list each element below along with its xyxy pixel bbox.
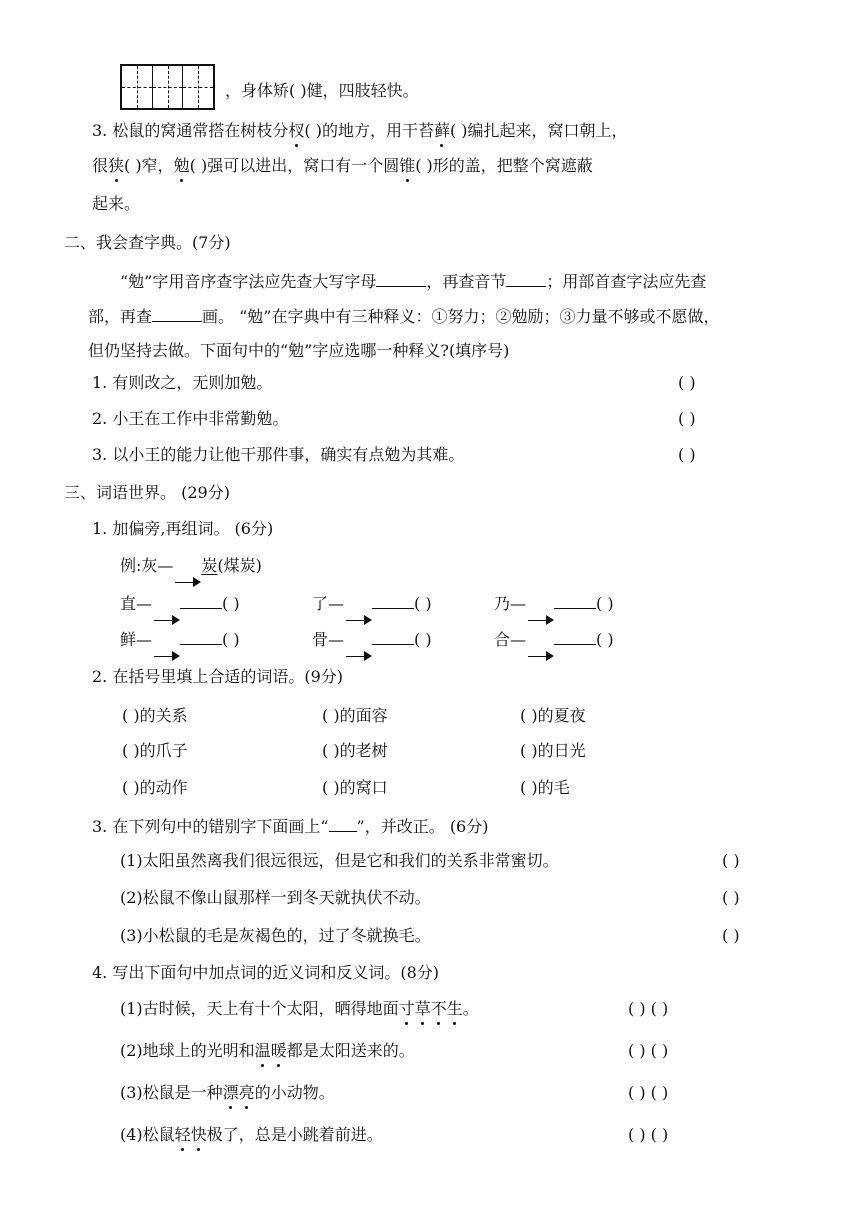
answer-blank[interactable] [180, 592, 222, 609]
q2-cell[interactable]: ( )的窝口 [322, 778, 388, 797]
q3-item: (3)小松鼠的毛是灰褐色的，过了冬就换毛。 [120, 926, 431, 945]
q3-item: (1)太阳虽然离我们很远很远，但是它和我们的关系非常蜜切。 [120, 851, 559, 870]
q2-cell[interactable]: ( )的面容 [322, 706, 388, 725]
answer-blank[interactable] [372, 592, 414, 609]
answer-blank[interactable] [506, 270, 546, 287]
q2-cell[interactable]: ( )的老树 [322, 741, 388, 760]
radical-item: 直— ( ) [120, 594, 240, 613]
answer-blank[interactable] [372, 628, 414, 645]
answer-paren[interactable]: ( ) [722, 888, 740, 907]
q4-title: 4. 写出下面句中加点词的近义词和反义词。(8分) [92, 963, 440, 982]
sec2-item: 3. 以小王的能力让他干那件事，确实有点勉为其难。 [92, 445, 465, 464]
underline-sample [329, 815, 357, 832]
top-line: ，身体矫( )健，四肢轻快。 [225, 81, 419, 100]
q2-title: 2. 在括号里填上合适的词语。(9分) [92, 667, 344, 686]
answer-blank[interactable] [554, 628, 596, 645]
answer-paren[interactable]: ( ) [678, 373, 696, 392]
section2-title: 二、我会查字典。(7分) [64, 233, 231, 252]
radical-item: 骨— ( ) [312, 630, 432, 649]
answer-paren[interactable]: ( ) [678, 409, 696, 428]
q1-title: 1. 加偏旁,再组词。 (6分) [92, 519, 274, 538]
answer-paren[interactable]: ( ) [678, 445, 696, 464]
answer-blank[interactable] [180, 628, 222, 645]
radical-item: 鲜— ( ) [120, 630, 240, 649]
radical-item: 合— ( ) [494, 630, 614, 649]
sec2-item: 2. 小王在工作中非常勤勉。 [92, 409, 289, 428]
q3-item: (2)松鼠不像山鼠那样一到冬天就执伏不动。 [120, 888, 431, 907]
answer-paren-pair[interactable]: ( ) ( ) [628, 1083, 669, 1102]
section3-title: 三、词语世界。 (29分) [64, 483, 230, 502]
answer-blank[interactable] [152, 305, 202, 322]
tianzi-grid [120, 64, 215, 110]
answer-blank[interactable] [376, 270, 426, 287]
q4-item: (3)松鼠是一种漂亮的小动物。 [120, 1083, 335, 1102]
example-line: 例:灰— 炭(煤炭) [120, 556, 262, 575]
q4-item: (2)地球上的光明和温暖都是太阳送来的。 [120, 1041, 415, 1060]
sec2-item: 1. 有则改之，无则加勉。 [92, 373, 273, 392]
q2-cell[interactable]: ( )的爪子 [122, 741, 188, 760]
radical-item: 了— ( ) [312, 594, 432, 613]
answer-paren-pair[interactable]: ( ) ( ) [628, 1125, 669, 1144]
answer-paren-pair[interactable]: ( ) ( ) [628, 1041, 669, 1060]
sec2-para3: 但仍坚持去做。下面句中的“勉”字应选哪一种释义?(填序号) [88, 341, 510, 360]
sec2-para1: “勉”字用音序查字法应先查大写字母 ，再查音节 ；用部首查字法应先查 [120, 272, 707, 291]
q3-line3: 起来。 [92, 194, 141, 213]
grid-cell [183, 66, 213, 108]
sec2-para2: 部，再查 画。 “勉”在字典中有三种释义：①努力；②勉励；③力量不够或不愿做， [88, 307, 720, 326]
answer-paren[interactable]: ( ) [722, 851, 740, 870]
q3-line2: 很狭( )窄，勉( )强可以进出，窝口有一个圆锥( )形的盖，把整个窝遮蔽 [92, 156, 593, 175]
q4-item: (4)松鼠轻快极了，总是小跳着前进。 [120, 1125, 383, 1144]
q2-cell[interactable]: ( )的夏夜 [520, 706, 586, 725]
grid-cell [153, 66, 184, 108]
q3-line1: 3. 松鼠的窝通常搭在树枝分杈( )的地方，用干苔藓( )编扎起来，窝口朝上， [92, 121, 628, 140]
radical-item: 乃— ( ) [494, 594, 614, 613]
q2-cell[interactable]: ( )的日光 [520, 741, 586, 760]
answer-paren-pair[interactable]: ( ) ( ) [628, 999, 669, 1018]
answer-paren[interactable]: ( ) [722, 926, 740, 945]
q2-cell[interactable]: ( )的关系 [122, 706, 188, 725]
grid-cell [122, 66, 153, 108]
q3-title: 3. 在下列句中的错别字下面画上“ ”，并改正。 (6分) [92, 817, 489, 836]
q2-cell[interactable]: ( )的毛 [520, 778, 570, 797]
answer-blank[interactable] [554, 592, 596, 609]
q4-item: (1)古时候，天上有十个太阳，晒得地面寸草不生。 [120, 999, 479, 1018]
q2-cell[interactable]: ( )的动作 [122, 778, 188, 797]
